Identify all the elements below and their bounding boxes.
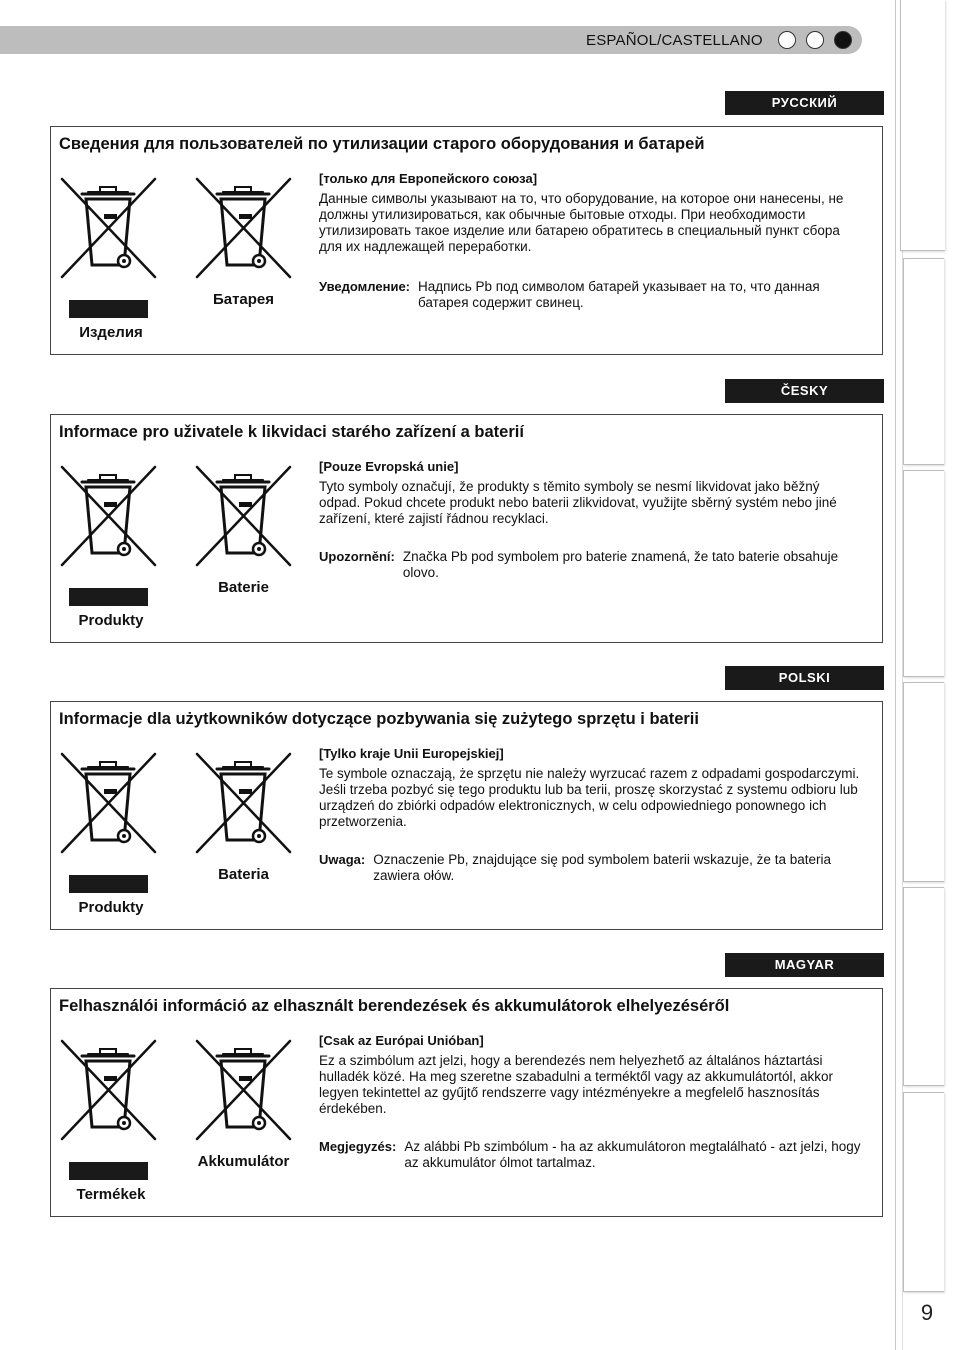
products-black-bar [69, 1162, 148, 1180]
language-circle-3-icon [834, 31, 852, 49]
crossed-bin-svg [58, 1039, 158, 1141]
disposal-section [50, 126, 883, 355]
crossed-bin-products-icon [58, 465, 158, 567]
notice-label: Upozornění: [319, 549, 395, 564]
crossed-bin-battery-icon [193, 1039, 293, 1141]
edge-tab-1[interactable] [900, 0, 945, 251]
crossed-bin-svg [193, 177, 293, 279]
crossed-bin-battery-icon [193, 752, 293, 854]
notice-label: Уведомление: [319, 279, 410, 294]
products-label: Изделия [79, 324, 143, 341]
edge-tab-2[interactable] [903, 258, 944, 465]
eu-note: [Csak az Európai Unióban] [319, 1033, 484, 1048]
battery-label: Батарея [212, 291, 275, 308]
eu-note: [Pouze Evropská unie] [319, 459, 459, 474]
crossed-bin-svg [58, 465, 158, 567]
products-label: Termékek [76, 1186, 146, 1203]
language-circle-2-icon [806, 31, 824, 49]
crossed-bin-products-icon [58, 1039, 158, 1141]
notice-label: Uwaga: [319, 852, 366, 867]
disposal-section [50, 988, 883, 1217]
eu-note: [только для Европейского союза] [319, 171, 538, 186]
section-body: Ez a szimbólum azt jelzi, hogy a berendezés nem helyezhető az általános háztartási hulladék közé. Ha meg szeretne szabadulni a terméktől vagy az akkumulátortól, akkor legyen tekintettel az gyűjtő rendszerre vagy intézményekre a megfelelő hasznosítás érdekében. [319, 1053, 834, 1116]
section-title: Informacje dla użytkowników dotyczące pozbywania się zużytego sprzętu i baterii [59, 710, 699, 728]
battery-label: Bateria [218, 866, 269, 883]
disposal-section [50, 701, 883, 930]
crossed-bin-products-icon [58, 177, 158, 279]
section-body: Данные символы указывают на то, что оборудование, на которое они нанесены, не должны утилизироваться, как обычные бытовые отходы. При необходимости утилизировать такое изделие или батарею обратитесь в специальный пункт сбора для их надлежащей переработки. [319, 191, 844, 254]
battery-label: Akkumulátor [197, 1153, 290, 1170]
edge-tab-5[interactable] [903, 887, 944, 1086]
language-label: POLSKI [725, 666, 884, 690]
products-label: Produkty [78, 612, 144, 629]
edge-line [895, 0, 896, 1350]
crossed-bin-svg [58, 752, 158, 854]
crossed-bin-battery-icon [193, 177, 293, 279]
disposal-section [50, 414, 883, 643]
notice-label: Megjegyzés: [319, 1139, 397, 1154]
crossed-bin-svg [193, 752, 293, 854]
notice [319, 1139, 863, 1171]
crossed-bin-battery-icon [193, 465, 293, 567]
language-circle-1-icon [778, 31, 796, 49]
language-title: ESPAÑOL/CASTELLANO [586, 32, 763, 49]
section-title: Informace pro uživatele k likvidaci starého zařízení a baterií [59, 423, 524, 441]
edge-tab-6[interactable] [903, 1092, 944, 1292]
notice-text: Надпись Pb под символом батарей указывает на то, что данная батарея содержит свинец. [418, 279, 820, 310]
notice-text: Značka Pb pod symbolem pro baterie znamená, že tato baterie obsahuje olovo. [402, 549, 839, 580]
section-body: Tyto symboly označují, že produkty s těmito symboly se nesmí likvidovat jako běžný odpad. Pokud chcete produkt nebo baterii zlikvidovat, využijte sběrný systém nebo jiné zařízení, které zajistí řádnou recyklaci. [319, 479, 837, 526]
products-label: Produkty [78, 899, 144, 916]
language-label: РУССКИЙ [725, 91, 884, 115]
eu-note: [Tylko kraje Unii Europejskiej] [319, 746, 504, 761]
battery-label: Baterie [218, 579, 269, 596]
crossed-bin-svg [193, 465, 293, 567]
section-title: Felhasználói információ az elhasznált berendezések és akkumulátorok elhelyezéséről [59, 997, 730, 1015]
edge-tab-3[interactable] [903, 470, 944, 677]
crossed-bin-products-icon [58, 752, 158, 854]
crossed-bin-svg [58, 177, 158, 279]
page-number: 9 [920, 1300, 934, 1325]
edge-tab-4[interactable] [903, 682, 944, 882]
section-body: Te symbole oznaczają, że sprzętu nie należy wyrzucać razem z odpadami gospodarczymi. Jeśli trzeba pozbyć się tego produktu lub ba terii, proszę skorzystać z systemu odbioru lub urządzeń do zbiórki odpadów elektronicznych, w celu odpowiedniego ponownego ich przetworzenia. [319, 766, 860, 829]
crossed-bin-svg [193, 1039, 293, 1141]
products-black-bar [69, 588, 148, 606]
language-label: ČESKY [725, 379, 884, 403]
products-black-bar [69, 875, 148, 893]
notice [319, 549, 863, 581]
notice [319, 852, 863, 884]
language-label: MAGYAR [725, 953, 884, 977]
notice-text: Az alábbi Pb szimbólum - ha az akkumulátoron megtalálható - azt jelzi, hogy az akkumulátor ólmot tartalmaz. [404, 1139, 861, 1170]
section-title: Сведения для пользователей по утилизации старого оборудования и батарей [59, 135, 705, 153]
products-black-bar [69, 300, 148, 318]
notice [319, 279, 863, 311]
notice-text: Oznaczenie Pb, znajdujące się pod symbolem baterii wskazuje, że ta bateria zawiera ołów. [373, 852, 831, 883]
